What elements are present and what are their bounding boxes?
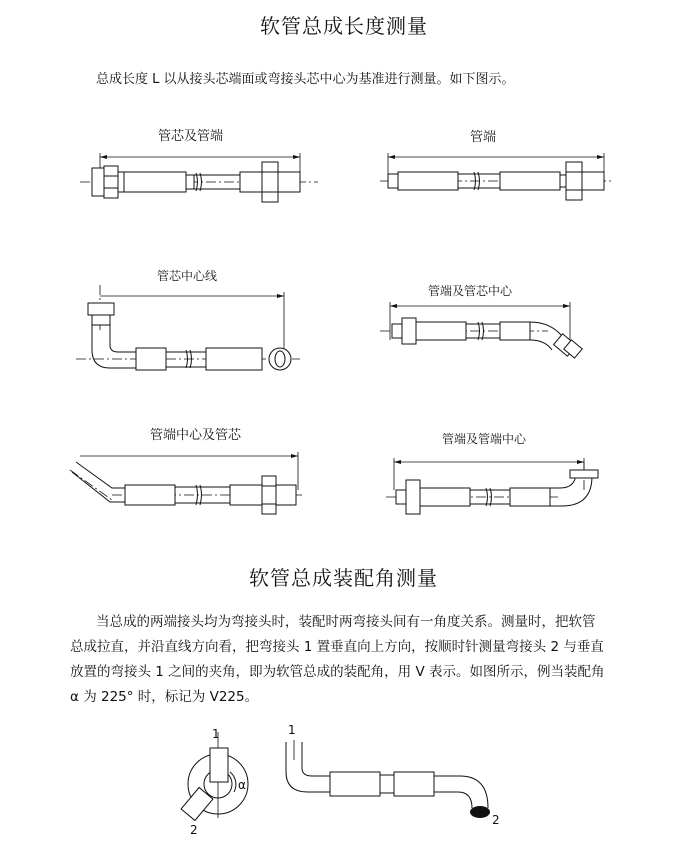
paragraph-line: 总成拉直，并沿直线方向看，把弯接头 1 置垂直向上方向，按顺时针测量弯接头 2 与垂直 [70,639,604,655]
paragraph-line: 放置的弯接头 1 之间的夹角，即为软管总成的装配角，用 V 表示。如图所示，例当装配角 [70,664,605,680]
fig-caption-2: 管端 [470,130,497,145]
label-alpha: α [238,778,246,792]
section-title-length: 软管总成长度测量 [260,14,428,38]
fig-caption-1: 管芯及管端 [158,129,224,144]
fig-caption-4: 管端及管芯中心 [428,284,513,298]
section-title-angle: 软管总成装配角测量 [249,566,438,590]
fig-caption-6: 管端及管端中心 [442,432,527,446]
label-fitting-2-side: 2 [492,813,500,827]
label-fitting-1: 1 [212,727,220,741]
label-fitting-1-side: 1 [288,723,296,737]
label-fitting-2: 2 [190,823,198,837]
intro-text: 总成长度 L 以从接头芯端面或弯接头芯中心为基准进行测量。如下图示。 [96,72,515,87]
fig-caption-5: 管端中心及管芯 [150,428,242,443]
fig-caption-3: 管芯中心线 [157,269,218,283]
paragraph-line: 当总成的两端接头均为弯接头时，装配时两弯接头间有一角度关系。测量时，把软管 [96,614,596,630]
paragraph-line: α 为 225° 时，标记为 V225。 [70,689,259,705]
